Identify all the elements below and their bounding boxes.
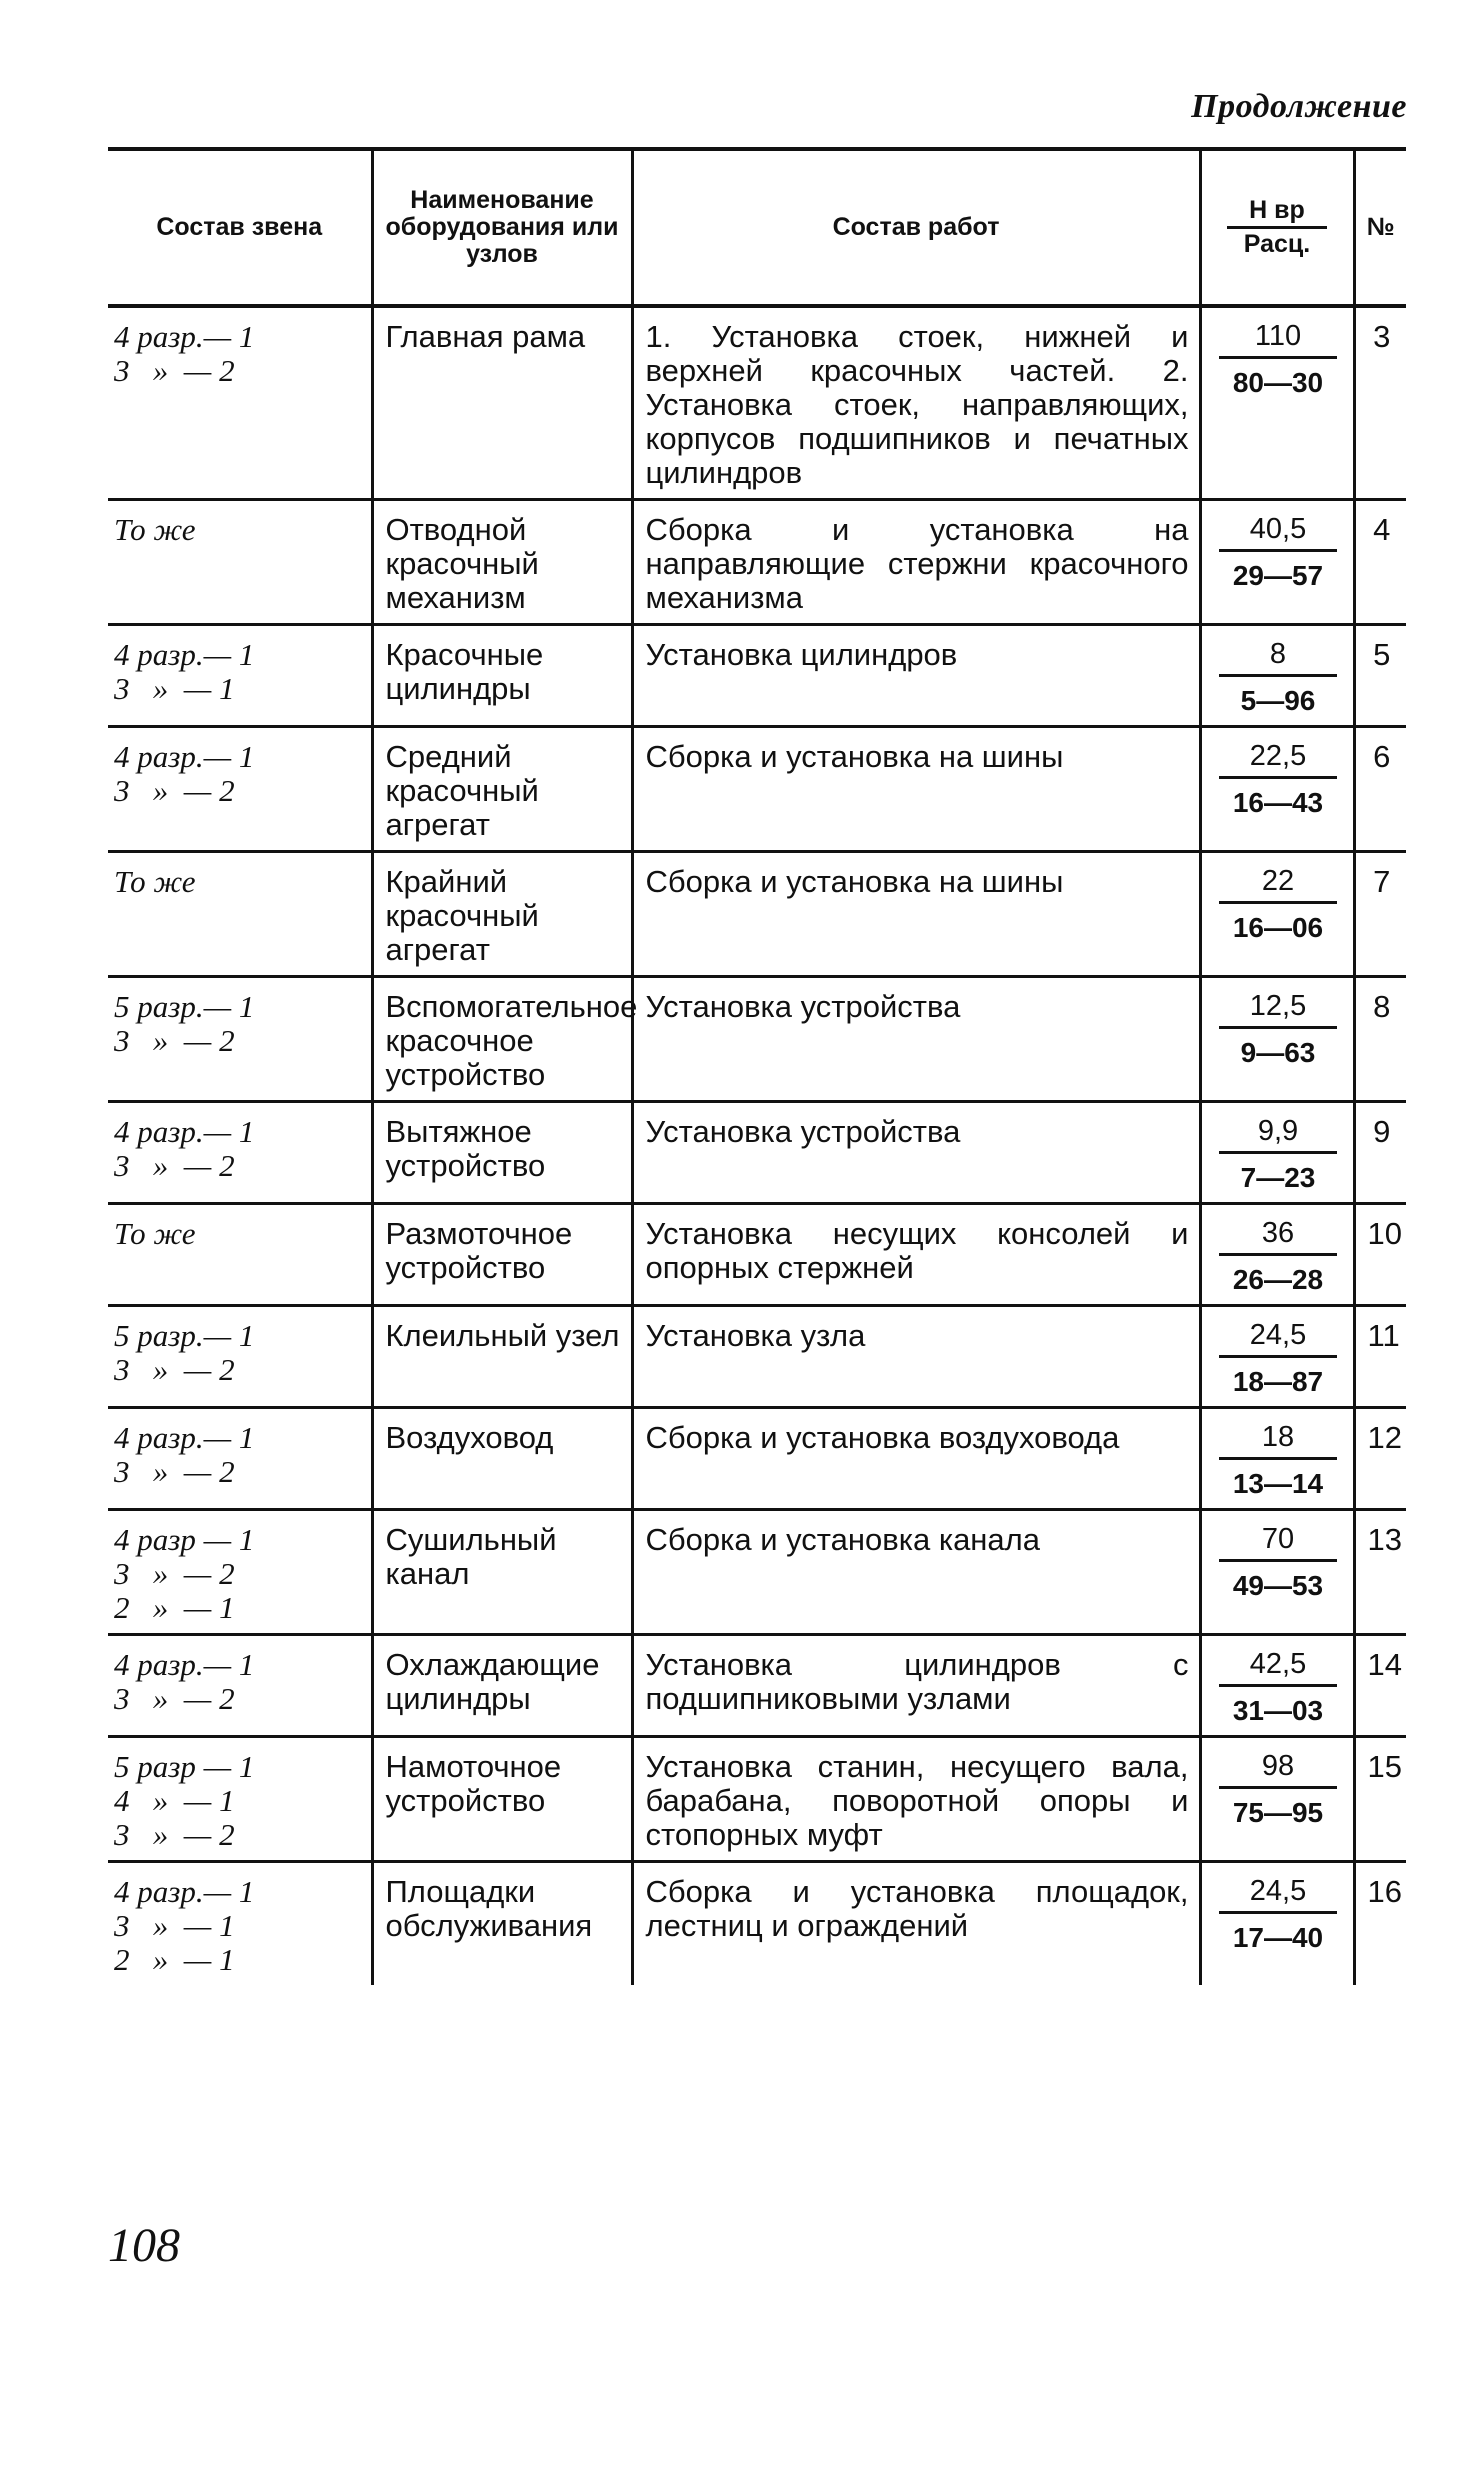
equipment-cell: Воздуховод <box>372 1408 632 1510</box>
crew-cell <box>108 306 372 500</box>
work-cell: Установка устройства <box>632 977 1200 1102</box>
crew-line: 5 разр.— 1 <box>114 1318 255 1353</box>
rate-value: 7—23 <box>1240 1162 1316 1193</box>
table-row <box>108 977 1406 1102</box>
crew-line: 4 разр.— 1 <box>114 319 255 354</box>
norm-fraction <box>1219 1648 1337 1727</box>
norm-cell <box>1200 1510 1354 1635</box>
table-row <box>108 306 1406 500</box>
norm-cell <box>1200 1635 1354 1737</box>
table-row <box>108 625 1406 727</box>
equipment-cell: Клеильный узел <box>372 1306 632 1408</box>
norm-cell <box>1200 500 1354 625</box>
norm-cell <box>1200 625 1354 727</box>
row-number-cell: 15 <box>1354 1737 1406 1862</box>
crew-line: 4 » — 1 <box>114 1783 235 1818</box>
norm-header-bottom: Расц. <box>1243 230 1311 258</box>
crew-line: 2 » — 1 <box>114 1942 235 1977</box>
crew-cell <box>108 1737 372 1862</box>
row-number-cell: 3 <box>1354 306 1406 500</box>
crew-cell <box>108 1102 372 1204</box>
table-row <box>108 1102 1406 1204</box>
table-row <box>108 1862 1406 1986</box>
crew-cell <box>108 1306 372 1408</box>
norm-cell <box>1200 1306 1354 1408</box>
time-norm: 9,9 <box>1219 1115 1337 1154</box>
table-row <box>108 852 1406 977</box>
rate-value: 9—63 <box>1240 1037 1316 1068</box>
norm-cell <box>1200 306 1354 500</box>
row-number-cell: 6 <box>1354 727 1406 852</box>
norm-cell <box>1200 977 1354 1102</box>
crew-line: 3 » — 1 <box>114 1908 235 1943</box>
norm-fraction <box>1219 1523 1337 1602</box>
rate-value: 16—06 <box>1232 912 1324 943</box>
equipment-cell: Главная рама <box>372 306 632 500</box>
norm-fraction <box>1219 1421 1337 1500</box>
column-header-norm <box>1200 149 1354 306</box>
crew-line: 5 разр.— 1 <box>114 989 255 1024</box>
norm-fraction <box>1219 1319 1337 1398</box>
table-row <box>108 1737 1406 1862</box>
crew-cell <box>108 1510 372 1635</box>
time-norm: 110 <box>1219 320 1337 359</box>
column-header-equipment: Наименование оборудования или узлов <box>372 149 632 306</box>
time-norm: 98 <box>1219 1750 1337 1789</box>
crew-line: 3 » — 2 <box>114 1148 235 1183</box>
row-number-cell: 5 <box>1354 625 1406 727</box>
table-row <box>108 1306 1406 1408</box>
table-row <box>108 1408 1406 1510</box>
crew-line: 3 » — 2 <box>114 353 235 388</box>
rate-value: 31—03 <box>1232 1695 1324 1726</box>
norm-header-fraction <box>1227 197 1327 258</box>
crew-cell <box>108 625 372 727</box>
norm-fraction <box>1219 740 1337 819</box>
norm-fraction <box>1219 1217 1337 1296</box>
rate-value: 75—95 <box>1232 1797 1324 1828</box>
crew-cell <box>108 1862 372 1986</box>
rate-value: 5—96 <box>1240 685 1316 716</box>
crew-cell <box>108 977 372 1102</box>
time-norm: 70 <box>1219 1523 1337 1562</box>
table-row <box>108 1635 1406 1737</box>
crew-cell <box>108 500 372 625</box>
crew-line: 4 разр.— 1 <box>114 1420 255 1455</box>
time-norm: 12,5 <box>1219 990 1337 1029</box>
rate-value: 18—87 <box>1232 1366 1324 1397</box>
crew-line: 3 » — 2 <box>114 1352 235 1387</box>
work-cell: Сборка и установка на направляющие стержни красочного механизма <box>632 500 1200 625</box>
norm-header-top: Н вр <box>1227 197 1327 229</box>
crew-line: 3 » — 2 <box>114 773 235 808</box>
rate-value: 26—28 <box>1232 1264 1324 1295</box>
row-number-cell: 9 <box>1354 1102 1406 1204</box>
crew-line: 4 разр.— 1 <box>114 637 255 672</box>
work-cell: Сборка и установка на шины <box>632 852 1200 977</box>
crew-line: 5 разр — 1 <box>114 1749 255 1784</box>
time-norm: 24,5 <box>1219 1319 1337 1358</box>
equipment-cell: Намоточное устройство <box>372 1737 632 1862</box>
table-row <box>108 1510 1406 1635</box>
equipment-cell: Отводной красочный механизм <box>372 500 632 625</box>
crew-line: 3 » — 2 <box>114 1454 235 1489</box>
table-row <box>108 727 1406 852</box>
row-number-cell: 14 <box>1354 1635 1406 1737</box>
crew-cell <box>108 727 372 852</box>
norms-table <box>108 147 1406 1985</box>
equipment-cell: Крайний красочный агрегат <box>372 852 632 977</box>
continuation-label: Продолжение <box>1191 88 1407 125</box>
norm-fraction <box>1219 990 1337 1069</box>
norm-cell <box>1200 1862 1354 1986</box>
equipment-cell: Охлаждающие цилиндры <box>372 1635 632 1737</box>
work-cell: Сборка и установка канала <box>632 1510 1200 1635</box>
work-cell: Сборка и установка на шины <box>632 727 1200 852</box>
equipment-cell: Вытяжное устройство <box>372 1102 632 1204</box>
crew-line: 4 разр.— 1 <box>114 1647 255 1682</box>
norm-cell <box>1200 1102 1354 1204</box>
norm-cell <box>1200 852 1354 977</box>
row-number-cell: 12 <box>1354 1408 1406 1510</box>
crew-line: То же <box>114 1216 196 1251</box>
norm-cell <box>1200 1737 1354 1862</box>
column-header-crew: Состав звена <box>108 149 372 306</box>
table-row <box>108 500 1406 625</box>
row-number-cell: 8 <box>1354 977 1406 1102</box>
column-header-number: № <box>1354 149 1406 306</box>
row-number-cell: 10 <box>1354 1204 1406 1306</box>
time-norm: 36 <box>1219 1217 1337 1256</box>
norm-cell <box>1200 1204 1354 1306</box>
norm-fraction <box>1219 320 1337 399</box>
rate-value: 16—43 <box>1232 787 1324 818</box>
work-cell: Установка цилиндров <box>632 625 1200 727</box>
time-norm: 22 <box>1219 865 1337 904</box>
table-row <box>108 1204 1406 1306</box>
table-body <box>108 306 1406 1985</box>
work-cell: Установка устройства <box>632 1102 1200 1204</box>
crew-line: То же <box>114 512 196 547</box>
crew-line: 3 » — 2 <box>114 1023 235 1058</box>
time-norm: 22,5 <box>1219 740 1337 779</box>
norm-fraction <box>1219 1750 1337 1829</box>
time-norm: 24,5 <box>1219 1875 1337 1914</box>
work-cell: Установка цилиндров с подшипниковыми узлами <box>632 1635 1200 1737</box>
crew-line: 3 » — 2 <box>114 1817 235 1852</box>
crew-line: 3 » — 2 <box>114 1681 235 1716</box>
row-number-cell: 4 <box>1354 500 1406 625</box>
row-number-cell: 7 <box>1354 852 1406 977</box>
equipment-cell: Красочные цилиндры <box>372 625 632 727</box>
crew-line: 4 разр.— 1 <box>114 1874 255 1909</box>
norm-fraction <box>1219 513 1337 592</box>
equipment-cell: Средний красочный агрегат <box>372 727 632 852</box>
row-number-cell: 16 <box>1354 1862 1406 1986</box>
equipment-cell: Вспомогательное красочное устройство <box>372 977 632 1102</box>
norm-fraction <box>1219 1115 1337 1194</box>
rate-value: 49—53 <box>1232 1570 1324 1601</box>
time-norm: 42,5 <box>1219 1648 1337 1687</box>
crew-line: 4 разр.— 1 <box>114 739 255 774</box>
work-cell: Установка станин, несущего вала, барабана, поворотной опоры и стопорных муфт <box>632 1737 1200 1862</box>
work-cell: 1. Установка стоек, нижней и верхней красочных частей. 2. Установка стоек, направляющих, корпусов подшипников и печатных цилиндров <box>632 306 1200 500</box>
work-cell: Сборка и установка площадок, лестниц и ограждений <box>632 1862 1200 1986</box>
time-norm: 8 <box>1219 638 1337 677</box>
crew-line: 4 разр.— 1 <box>114 1114 255 1149</box>
norm-cell <box>1200 1408 1354 1510</box>
time-norm: 40,5 <box>1219 513 1337 552</box>
row-number-cell: 11 <box>1354 1306 1406 1408</box>
equipment-cell: Площадки обслуживания <box>372 1862 632 1986</box>
norm-fraction <box>1219 638 1337 717</box>
crew-line: 3 » — 1 <box>114 671 235 706</box>
page-number: 108 <box>108 2219 180 2272</box>
norm-cell <box>1200 727 1354 852</box>
norm-fraction <box>1219 865 1337 944</box>
rate-value: 13—14 <box>1232 1468 1324 1499</box>
work-cell: Установка несущих консолей и опорных стержней <box>632 1204 1200 1306</box>
crew-line: 3 » — 2 <box>114 1556 235 1591</box>
rate-value: 17—40 <box>1232 1922 1324 1953</box>
work-cell: Сборка и установка воздуховода <box>632 1408 1200 1510</box>
table-header-row <box>108 149 1406 306</box>
work-cell: Установка узла <box>632 1306 1200 1408</box>
crew-line: То же <box>114 864 196 899</box>
crew-line: 4 разр — 1 <box>114 1522 255 1557</box>
crew-cell <box>108 1204 372 1306</box>
rate-value: 80—30 <box>1232 367 1324 398</box>
crew-cell <box>108 1635 372 1737</box>
norm-fraction <box>1219 1875 1337 1954</box>
crew-cell <box>108 852 372 977</box>
column-header-work: Состав работ <box>632 149 1200 306</box>
crew-line: 2 » — 1 <box>114 1590 235 1625</box>
row-number-cell: 13 <box>1354 1510 1406 1635</box>
time-norm: 18 <box>1219 1421 1337 1460</box>
equipment-cell: Сушильный канал <box>372 1510 632 1635</box>
rate-value: 29—57 <box>1232 560 1324 591</box>
crew-cell <box>108 1408 372 1510</box>
equipment-cell: Размоточное устройство <box>372 1204 632 1306</box>
